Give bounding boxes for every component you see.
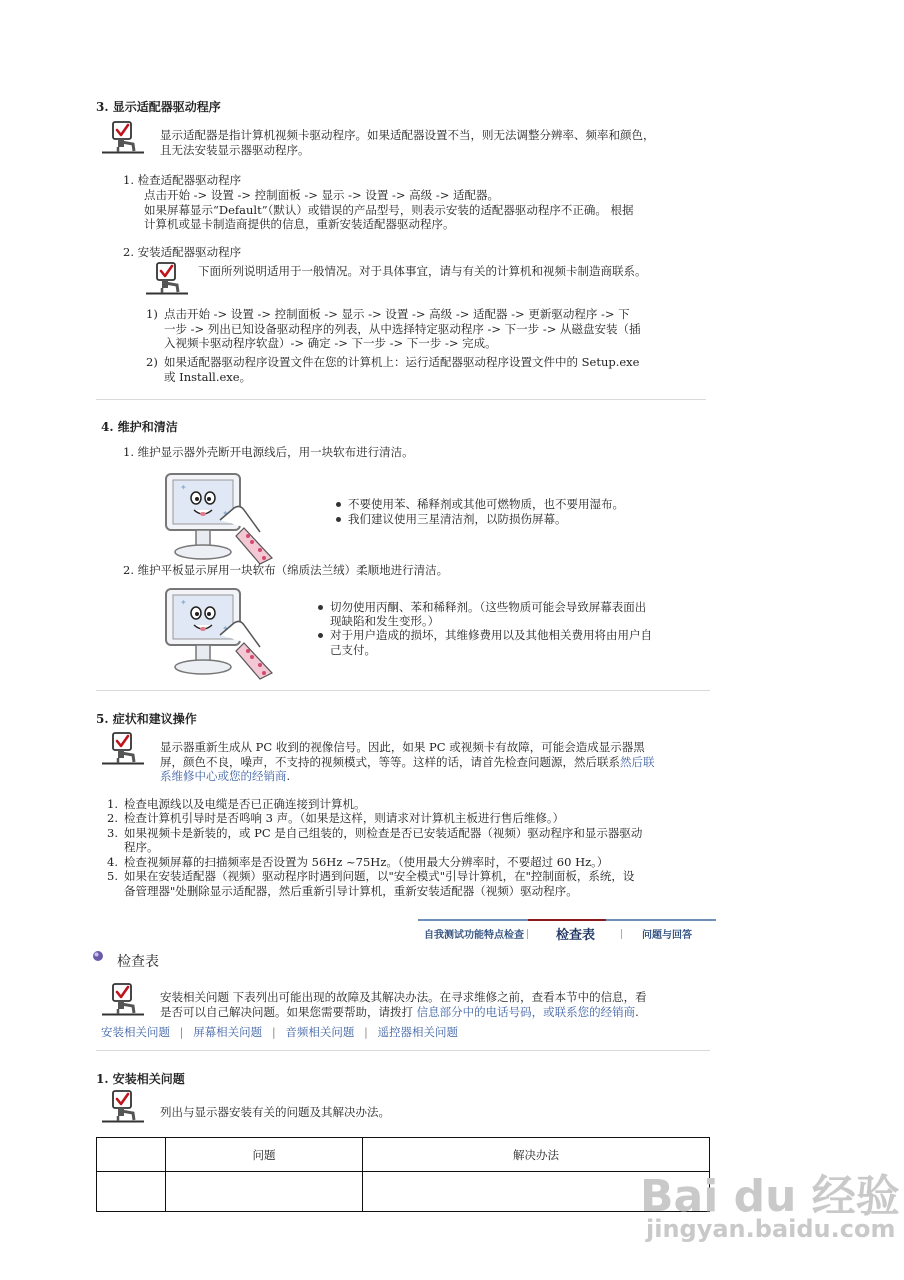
checklist-intro-line-2: 是否可以自己解决问题。如果您需要帮助，请拨打 信息部分中的电话号码，或联系您的经销商. — [160, 1005, 639, 1019]
tab-checklist[interactable]: 检查表 — [556, 928, 596, 943]
active-tab-indicator — [528, 919, 606, 921]
category-links — [101, 1025, 458, 1040]
note-icon — [101, 1090, 145, 1126]
panel-bullet — [318, 600, 646, 615]
maintenance-item-1: 1. 维护显示器外壳断开电源线后，用一块软布进行清洁。 — [123, 445, 414, 459]
watermark-brand: Bai du 经验 — [640, 1171, 900, 1222]
symptom-item-text: 如果视频卡是新装的，或 PC 是自己组装的，则检查是否已安装适配器（视频）驱动程序和显示器驱动 — [124, 826, 643, 840]
table-cell — [97, 1172, 166, 1212]
tab-bar — [418, 919, 716, 945]
symptom-item-number: 1. — [107, 797, 118, 811]
symptom-note-line-1: 显示器重新生成从 PC 收到的视像信号。因此，如果 PC 或视频卡有故障，可能会造成显示器黑 — [160, 740, 645, 754]
maintenance-bullet — [336, 497, 624, 512]
tab-qa[interactable]: 问题与回答 — [642, 930, 692, 941]
maintenance-bullet-text: 不要使用苯、稀释剂或其他可燃物质，也不要用湿布。 — [348, 497, 624, 511]
note-icon — [101, 983, 145, 1019]
panel-bullet-cont: 现缺陷和发生变形。） — [330, 614, 440, 628]
symptom-note-line-2: 屏，颜色不良，噪声，不支持的视频模式，等等。这样的话，请首先检查问题源，然后联系然后联 — [160, 755, 655, 769]
maintenance-item-2: 2. 维护平板显示屏用一块软布（绵质法兰绒）柔顺地进行清洁。 — [123, 563, 449, 577]
note-icon — [101, 732, 145, 768]
panel-bullet — [318, 628, 652, 643]
step-2-number: 2) — [146, 355, 158, 369]
item-check-adapter-line-2: 如果屏幕显示“Default”（默认）或错误的产品型号，则表示安装的适配器驱动程序不正确。 根据 — [144, 203, 634, 217]
section-5-title: 5. 症状和建议操作 — [96, 712, 197, 726]
table-header-row — [97, 1138, 710, 1172]
flat-panel-cleaning-image — [160, 585, 280, 680]
link-separator: | — [364, 1025, 368, 1039]
install-issues-note: 列出与显示器安装有关的问题及其解决办法。 — [160, 1105, 390, 1119]
link-separator: | — [179, 1025, 184, 1039]
step-2-line-1: 如果适配器驱动程序设置文件在您的计算机上：运行适配器驱动程序设置文件中的 Setup.exe — [164, 355, 640, 369]
step-1-line-2: 一步 -> 列出已知设备驱动程序的列表，从中选择特定驱动程序 -> 下一步 -> 从磁盘安装（插 — [164, 322, 641, 336]
section-4-title: 4. 维护和清洁 — [101, 420, 178, 434]
note-icon — [145, 262, 189, 298]
maintenance-bullet-text: 我们建议使用三星清洁剂，以防损伤屏幕。 — [348, 512, 567, 526]
divider — [96, 690, 710, 691]
item-check-adapter-title: 1. 检查适配器驱动程序 — [123, 173, 242, 187]
watermark-url: jingyan.baidu.com — [646, 1215, 896, 1243]
contact-info-link[interactable]: 信息部分中的电话号码，或联系您的经销商 — [416, 1005, 636, 1019]
section-3-note-line-1: 显示适配器是指计算机视频卡驱动程序。如果适配器设置不当，则无法调整分辨率、频率和颜色， — [160, 128, 655, 142]
step-1-line-1: 点击开始 -> 设置 -> 控制面板 -> 显示 -> 设置 -> 高级 -> 适配器 -> 更新驱动程序 -> 下 — [164, 307, 630, 321]
install-issues-title: 1. 安装相关问题 — [96, 1072, 185, 1086]
link-audio-issues[interactable]: 音频相关问题 — [285, 1025, 355, 1039]
symptom-item-number: 5. — [107, 869, 118, 883]
link-separator: | — [271, 1025, 276, 1039]
table-header-problem: 问题 — [166, 1138, 363, 1172]
tab-separator — [621, 929, 622, 939]
step-1-number: 1) — [146, 307, 158, 321]
link-screen-issues[interactable]: 屏幕相关问题 — [193, 1025, 263, 1039]
table-cell — [166, 1172, 363, 1212]
service-center-link[interactable]: 然后联 — [620, 755, 655, 769]
panel-bullet-text: 对于用户造成的损坏，其维修费用以及其他相关费用将由用户自 — [330, 628, 652, 642]
tab-separator — [527, 929, 528, 939]
table-row — [97, 1172, 710, 1212]
table-header-solution: 解决办法 — [363, 1138, 710, 1172]
item-install-adapter-title: 2. 安装适配器驱动程序 — [123, 245, 242, 259]
symptom-item-number: 2. — [107, 811, 118, 825]
step-2-line-2: 或 Install.exe。 — [164, 370, 252, 384]
note-icon — [101, 121, 145, 157]
symptom-item-text: 检查计算机引导时是否鸣响 3 声。（如果是这样，则请求对计算机主板进行售后维修。） — [124, 811, 565, 825]
step-1-line-3: 入视频卡驱动程序软盘）-> 确定 -> 下一步 -> 下一步 -> 完成。 — [164, 336, 497, 350]
link-remote-issues[interactable]: 遥控器相关问题 — [377, 1025, 459, 1039]
checklist-intro-line-1: 安装相关问题 下表列出可能出现的故障及其解决办法。在寻求维修之前，查看本节中的信息，看 — [160, 990, 647, 1004]
install-adapter-note: 下面所列说明适用于一般情况。对于具体事宜，请与有关的计算机和视频卡制造商联系。 — [198, 264, 647, 278]
symptom-item-number: 4. — [107, 855, 118, 869]
table-header-cell — [97, 1138, 166, 1172]
bullet-orb-icon — [92, 950, 104, 962]
monitor-cleaning-image — [160, 470, 280, 565]
symptom-item-text: 程序。 — [124, 840, 159, 854]
symptom-item-text: 检查电源线以及电缆是否已正确连接到计算机。 — [124, 797, 366, 811]
tab-self-test[interactable]: 自我测试功能特点检查 — [424, 930, 524, 941]
symptom-item-number: 3. — [107, 826, 118, 840]
checklist-title: 检查表 — [117, 954, 159, 970]
section-3-title: 3. 显示适配器驱动程序 — [96, 100, 221, 114]
panel-bullet-text: 切勿使用丙酮、苯和稀释剂。（这些物质可能会导致屏幕表面出 — [330, 600, 647, 614]
symptom-item-text: 备管理器"处删除显示适配器，然后重新引导计算机，重新安装适配器（视频）驱动程序。 — [124, 884, 578, 898]
divider — [96, 1050, 710, 1051]
service-center-link[interactable]: 系维修中心或您的经销商 — [160, 769, 287, 783]
symptom-item-text: 如果在安装适配器（视频）驱动程序时遇到问题，以"安全模式"引导计算机，在"控制面板，系统，设 — [124, 869, 635, 883]
panel-bullet-cont: 己支付。 — [330, 643, 376, 657]
symptom-item-text: 检查视频屏幕的扫描频率是否设置为 56Hz ~75Hz。（使用最大分辨率时，不要超过 60 Hz。） — [124, 855, 609, 869]
symptom-note-line-3: 系维修中心或您的经销商. — [160, 769, 291, 783]
link-install-issues[interactable]: 安装相关问题 — [101, 1025, 170, 1039]
maintenance-bullet — [336, 512, 567, 527]
item-check-adapter-line-3: 计算机或显卡制造商提供的信息，重新安装适配器驱动程序。 — [144, 217, 455, 231]
divider — [96, 399, 706, 400]
install-issues-table — [96, 1137, 710, 1212]
item-check-adapter-line-1: 点击开始 -> 设置 -> 控制面板 -> 显示 -> 设置 -> 高级 -> 适配器。 — [144, 188, 499, 202]
section-3-note-line-2: 且无法安装显示器驱动程序。 — [160, 143, 310, 157]
